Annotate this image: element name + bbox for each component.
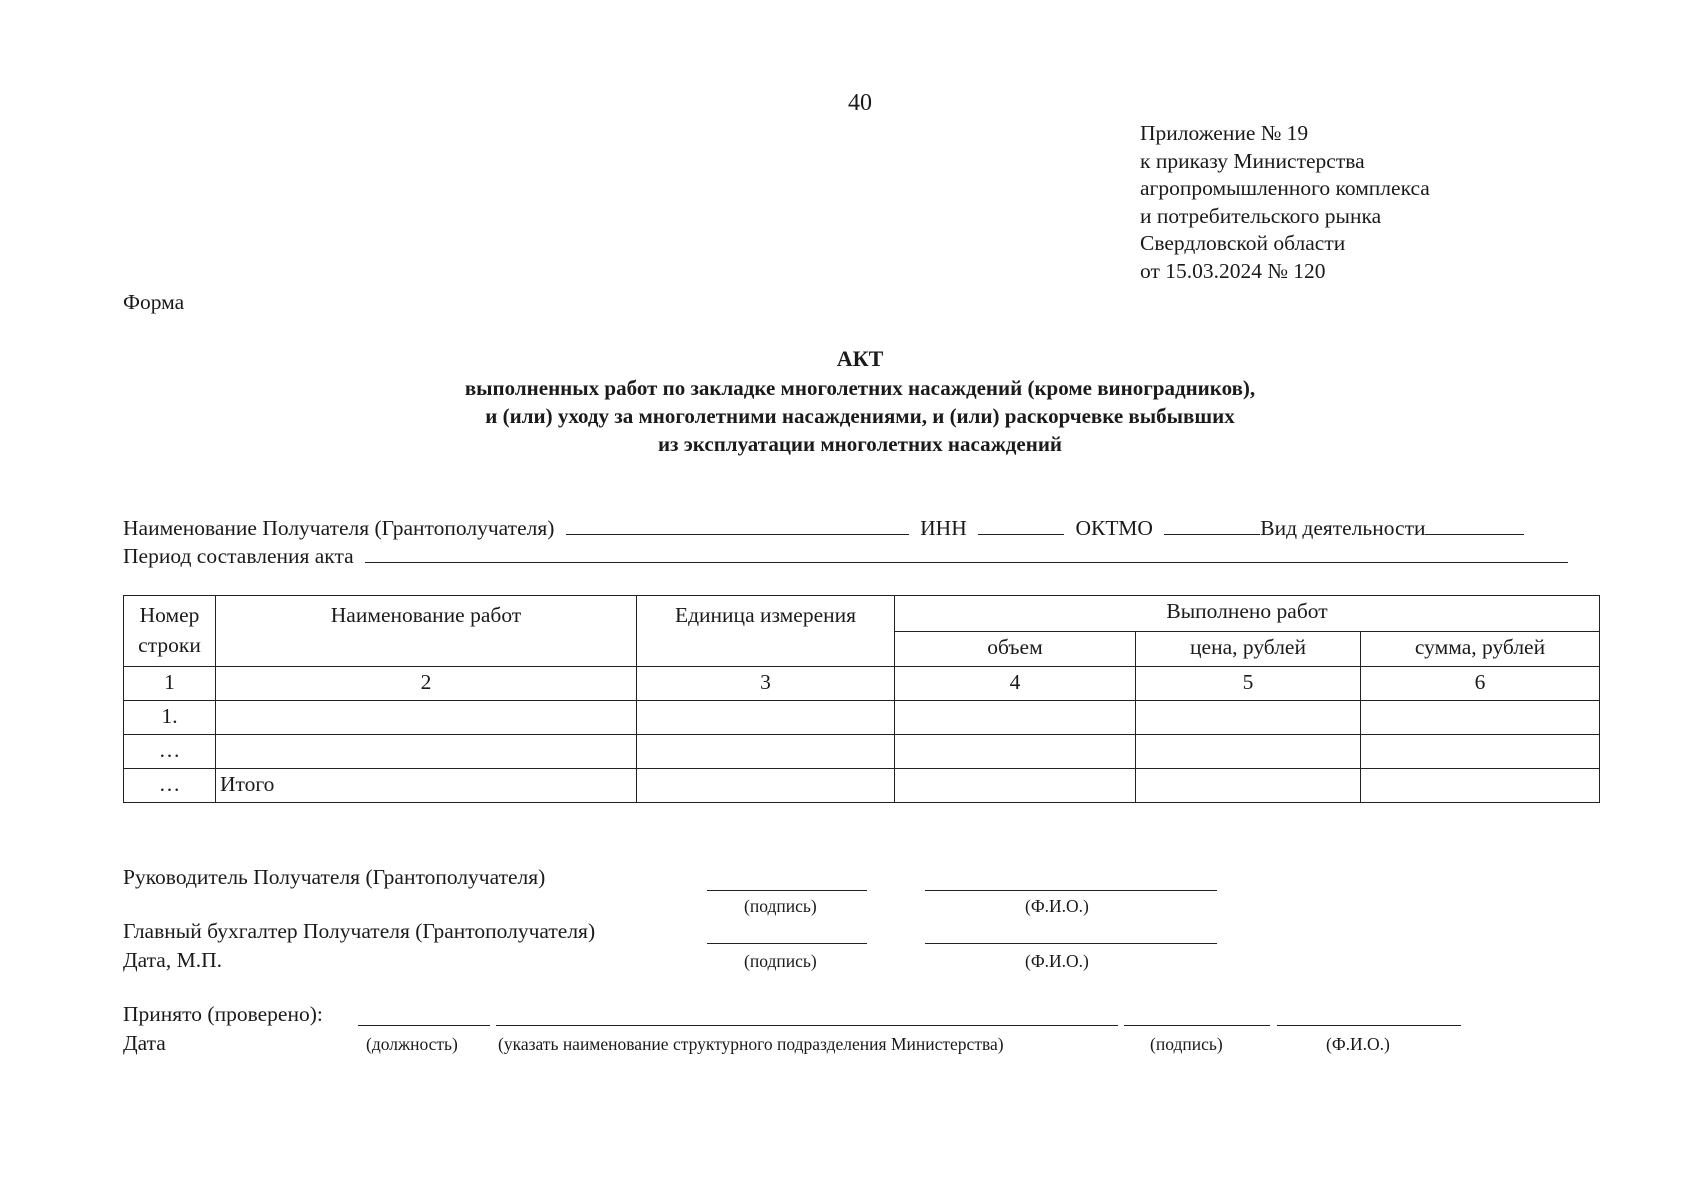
position-caption: (должность)	[366, 1034, 458, 1054]
head-fio-line[interactable]	[925, 890, 1217, 891]
department-caption: (указать наименование структурного подразделения Министерства)	[498, 1034, 1004, 1054]
work-name-cell[interactable]	[216, 701, 637, 735]
position-line[interactable]	[358, 1025, 490, 1026]
header-done: Выполнено работ	[895, 596, 1600, 632]
column-number-row	[124, 667, 1600, 701]
activity-label: Вид деятельности	[1260, 516, 1426, 540]
inn-field[interactable]	[978, 512, 1064, 535]
head-signature-caption: (подпись)	[744, 896, 817, 916]
activity-field[interactable]	[1425, 512, 1524, 535]
column-number: 1	[124, 667, 216, 701]
page-number: 40	[848, 90, 872, 116]
sum-cell[interactable]	[1361, 735, 1600, 769]
table-row	[124, 701, 1600, 735]
accepted-fio-line[interactable]	[1277, 1025, 1461, 1026]
period-label: Период составления акта	[123, 544, 354, 568]
row-number-cell: …	[124, 735, 216, 769]
header-price: цена, рублей	[1136, 631, 1361, 667]
title-main: АКТ	[836, 346, 884, 371]
unit-cell[interactable]	[637, 769, 895, 803]
appendix-block	[1140, 120, 1430, 286]
header-volume: объем	[895, 631, 1136, 667]
title-line: и (или) уходу за многолетними насаждениями, и (или) раскорчевке выбывших	[485, 404, 1235, 428]
period-row	[123, 540, 1568, 570]
sum-cell[interactable]	[1361, 769, 1600, 803]
volume-cell[interactable]	[895, 701, 1136, 735]
accountant-signature-line[interactable]	[707, 943, 867, 944]
column-number: 5	[1136, 667, 1361, 701]
date-label: Дата	[123, 1031, 166, 1055]
column-number: 2	[216, 667, 637, 701]
table-header-row	[124, 596, 1600, 632]
row-number-cell: 1.	[124, 701, 216, 735]
title-line: из эксплуатации многолетних насаждений	[657, 432, 1063, 456]
recipient-name-field[interactable]	[566, 512, 909, 535]
head-label: Руководитель Получателя (Грантополучателя)	[123, 865, 546, 889]
unit-cell[interactable]	[637, 701, 895, 735]
accepted-fio-caption: (Ф.И.О.)	[1326, 1034, 1390, 1054]
form-label: Форма	[123, 290, 185, 314]
works-table	[123, 595, 1600, 803]
header-row-number-line1: Номер	[139, 603, 200, 627]
header-row-number-line2: строки	[138, 633, 201, 657]
date-stamp-label: Дата, М.П.	[123, 948, 222, 972]
unit-cell[interactable]	[637, 735, 895, 769]
header-row-number	[124, 596, 216, 667]
work-name-cell[interactable]	[216, 735, 637, 769]
price-cell[interactable]	[1136, 769, 1361, 803]
appendix-line: к приказу Министерства	[1140, 148, 1365, 173]
column-number: 6	[1361, 667, 1600, 701]
oktmo-field[interactable]	[1164, 512, 1260, 535]
total-label-cell: Итого	[216, 769, 637, 803]
header-work-name: Наименование работ	[216, 596, 637, 667]
row-number-cell: …	[124, 769, 216, 803]
accountant-fio-line[interactable]	[925, 943, 1217, 944]
table-row	[124, 735, 1600, 769]
accountant-label: Главный бухгалтер Получателя (Грантополучателя)	[123, 919, 596, 943]
header-sum: сумма, рублей	[1361, 631, 1600, 667]
accountant-signature-caption: (подпись)	[744, 951, 817, 971]
accepted-label: Принято (проверено):	[123, 1002, 323, 1026]
column-number: 4	[895, 667, 1136, 701]
appendix-line: Свердловской области	[1140, 231, 1346, 256]
recipient-name-label: Наименование Получателя (Грантополучателя)	[123, 516, 555, 540]
price-cell[interactable]	[1136, 701, 1361, 735]
price-cell[interactable]	[1136, 735, 1361, 769]
period-field[interactable]	[365, 540, 1568, 563]
document-title	[0, 344, 1697, 458]
table-total-row	[124, 769, 1600, 803]
department-line[interactable]	[496, 1025, 1118, 1026]
volume-cell[interactable]	[895, 769, 1136, 803]
oktmo-label: ОКТМО	[1075, 516, 1153, 540]
recipient-row	[123, 512, 1524, 542]
volume-cell[interactable]	[895, 735, 1136, 769]
column-number: 3	[637, 667, 895, 701]
accountant-fio-caption: (Ф.И.О.)	[1025, 951, 1089, 971]
head-signature-line[interactable]	[707, 890, 867, 891]
title-line: выполненных работ по закладке многолетних насаждений (кроме виноградников),	[464, 376, 1256, 400]
accepted-signature-caption: (подпись)	[1150, 1034, 1223, 1054]
appendix-line: агропромышленного комплекса	[1140, 176, 1430, 201]
accepted-signature-line[interactable]	[1124, 1025, 1270, 1026]
header-unit: Единица измерения	[637, 596, 895, 667]
appendix-line: от 15.03.2024 № 120	[1140, 258, 1326, 283]
sum-cell[interactable]	[1361, 701, 1600, 735]
inn-label: ИНН	[920, 516, 967, 540]
head-fio-caption: (Ф.И.О.)	[1025, 896, 1089, 916]
appendix-line: и потребительского рынка	[1140, 203, 1382, 228]
appendix-line: Приложение № 19	[1140, 121, 1309, 145]
